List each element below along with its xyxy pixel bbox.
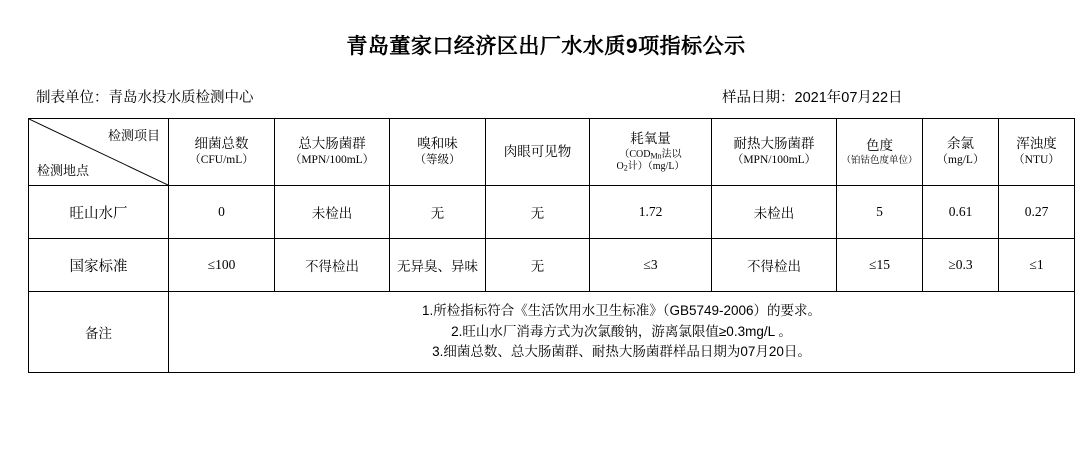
- column-header-cod: 耗氧量 （CODMn法以 O2计）（mg/L）: [590, 119, 712, 186]
- sample-date-label: 样品日期：2021年07月22日: [722, 90, 903, 106]
- cell-value: 无: [486, 186, 590, 239]
- note-line: 1.所检指标符合《生活饮用水卫生标准》（GB5749-2006）的要求。: [421, 302, 822, 318]
- notes-row: [29, 292, 1075, 373]
- cell-value: 未检出: [712, 186, 837, 239]
- cod-unit-line2: O2计）（mg/L）: [616, 161, 685, 173]
- document-page: [0, 30, 1092, 455]
- column-header-residual-chlorine: 余氯 （mg/L）: [923, 119, 999, 186]
- cell-value: 无异臭、异味: [390, 239, 486, 292]
- column-header-chromaticity: 色度 （铂钴色度单位）: [837, 119, 923, 186]
- column-header-bacteria: 细菌总数 （CFU/mL）: [169, 119, 275, 186]
- column-header-visible-matter: 肉眼可见物: [486, 119, 590, 186]
- cell-value: ≤15: [837, 239, 923, 292]
- column-header-total-coliform: 总大肠菌群 （MPN/100mL）: [275, 119, 390, 186]
- corner-header-cell: [29, 119, 169, 186]
- table-row: [29, 239, 1075, 292]
- maker-label: 制表单位：青岛水投水质检测中心: [36, 90, 254, 106]
- notes-label: 备注: [29, 292, 169, 373]
- table-row: [29, 186, 1075, 239]
- cod-unit-line1: （CODMn法以: [619, 148, 682, 161]
- table-header-row: [29, 119, 1075, 186]
- cell-value: 无: [486, 239, 590, 292]
- cell-value: 无: [390, 186, 486, 239]
- corner-place-label: 检测地点: [37, 163, 90, 178]
- cell-value: 1.72: [590, 186, 712, 239]
- cell-value: ≤1: [999, 239, 1075, 292]
- note-line: 3.细菌总数、总大肠菌群、耐热大肠菌群样品日期为07月20日。: [432, 344, 811, 360]
- cell-value: ≤100: [169, 239, 275, 292]
- row-label-plant: 旺山水厂: [29, 186, 169, 239]
- page-title: 青岛董家口经济区出厂水水质9项指标公示: [346, 35, 746, 58]
- column-header-turbidity: 浑浊度 （NTU）: [999, 119, 1075, 186]
- cell-value: 不得检出: [712, 239, 837, 292]
- corner-item-label: 检测项目: [107, 128, 160, 143]
- column-header-thermotolerant-coliform: 耐热大肠菌群 （MPN/100mL）: [712, 119, 837, 186]
- row-label-standard: 国家标准: [29, 239, 169, 292]
- meta-row: [0, 86, 1092, 106]
- cell-value: 不得检出: [275, 239, 390, 292]
- column-header-odor-taste: 嗅和味 （等级）: [390, 119, 486, 186]
- water-quality-table: [28, 118, 1075, 373]
- cell-value: 0.61: [923, 186, 999, 239]
- cell-value: 5: [837, 186, 923, 239]
- cell-value: 0: [169, 186, 275, 239]
- cell-value: ≥0.3: [923, 239, 999, 292]
- cell-value: 0.27: [999, 186, 1075, 239]
- note-line: 2.旺山水厂消毒方式为次氯酸钠，游离氯限值≥0.3mg/L 。: [451, 323, 792, 339]
- notes-body: [169, 292, 1075, 373]
- cell-value: ≤3: [590, 239, 712, 292]
- cell-value: 未检出: [275, 186, 390, 239]
